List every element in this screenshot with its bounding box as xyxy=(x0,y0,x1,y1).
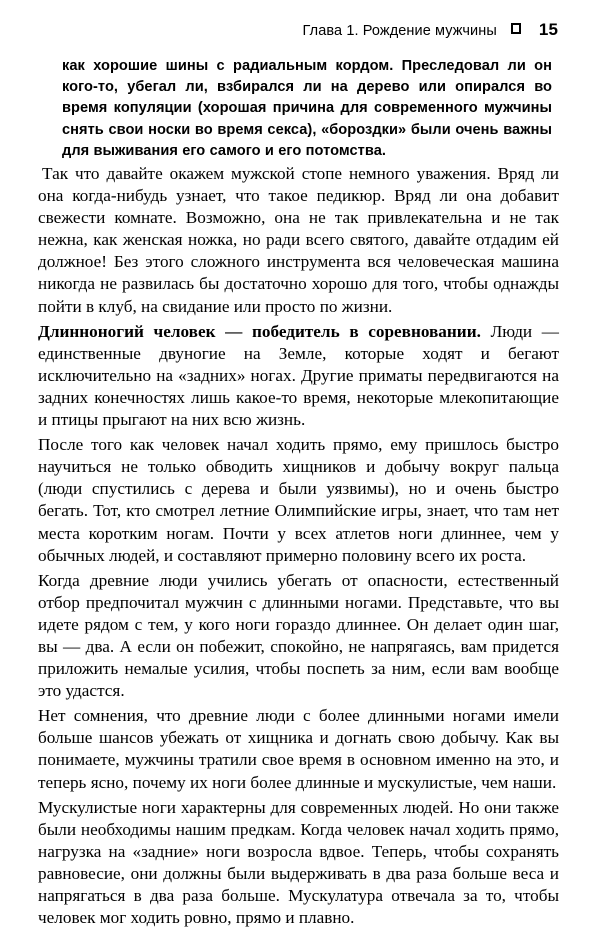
paragraph-6: Мускулистые ноги характерны для современных людей. Но они также были необходимы нашим предкам. Когда человек начал ходить прямо, нагрузка на «задние» ноги возросла вдвое. Теперь, чтобы сохранять равновесие, они должны были выдерживать в два раза больше веса и напрягаться в два раза больше. Мускулатура отвечала за то, чтобы человек мог ходить ровно, прямо и плавно. xyxy=(38,797,559,928)
callout-block xyxy=(62,56,552,162)
page-number: 15 xyxy=(538,20,558,39)
chapter-title: Глава 1. Рождение мужчины xyxy=(302,23,497,39)
paragraph-5: Нет сомнения, что древние люди с более длинными ногами имели больше шансов убежать от хищника и догнать свою добычу. Как вы понимаете, мужчины тратили свое время в основном именно на это, и теперь ясно, почему их ноги более длинные и мускулистые, чем наши. xyxy=(38,706,559,792)
square-separator-icon xyxy=(511,23,521,34)
paragraph-4: Когда древние люди учились убегать от опасности, естественный отбор предпочитал мужчин с длинными ногами. Представьте, что вы идете рядом с тем, у кого ноги гораздо длиннее. Он делает один шаг, вы — два. А если он побежит, спокойно, не напрягаясь, вам придется приложить немалые усилия, чтобы поспеть за ним, если вам вообще это удастся. xyxy=(38,570,559,701)
body-text xyxy=(38,163,559,929)
runin-heading-long-legged-human: Длинноногий человек — победитель в соревновании. xyxy=(38,321,481,341)
running-head xyxy=(38,20,558,42)
paragraph-2-text: Люди — единственные двуногие на Земле, которые ходят и бегают исключительно на «задних» ногах. Другие приматы передвигаются на задних конечностях лишь какое-то время, некоторые млекопитающие и птицы прыгают на них всю жизнь. xyxy=(38,321,559,430)
paragraph-1: Так что давайте окажем мужской стопе немного уважения. Вряд ли она когда-нибудь узнает, что такое педикюр. Вряд ли она добавит свежести комнате. Возможно, она не так привлекательна и не так нежна, как женская ножка, но ради всего святого, давайте отдадим ей должное! Без этого сложного инструмента вся человеческая машина никогда не развилась бы достаточно хорошо для того, чтобы однажды пойти в клуб, на свидание или просто по жизни. xyxy=(38,164,559,316)
callout-paragraph: как хорошие шины с радиальным кордом. Преследовал ли он кого-то, убегал ли, взбирался ли на дерево или опирался во время копуляции (хорошая причина для современного мужчины снять свои носки во время секса), «бороздки» были очень важны для выживания его самого и его потомства. xyxy=(62,58,552,159)
paragraph-2 xyxy=(38,321,559,431)
paragraph-3: После того как человек начал ходить прямо, ему пришлось быстро научиться не только обводить хищников и добычу вокруг пальца (люди спустились с дерева и были уязвимы), но и очень быстро бегать. Тот, кто смотрел летние Олимпийские игры, знает, что там нет места коротким ногам. Почти у всех атлетов ноги длиннее, чем у обычных людей, и составляют примерно половину всего их роста. xyxy=(38,435,559,565)
